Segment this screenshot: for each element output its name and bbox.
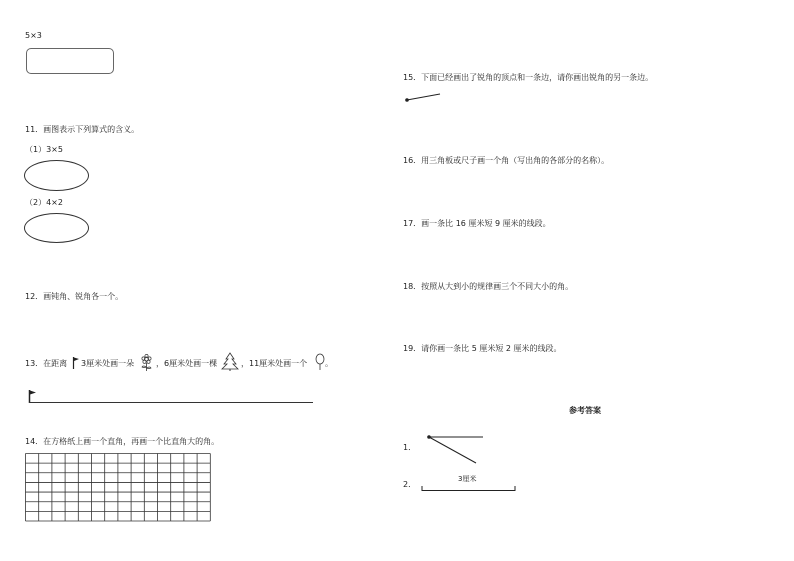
q13-text-4: ，11厘米处画一个 bbox=[241, 359, 308, 368]
q11-stem: 11．画图表示下列算式的含义。 bbox=[25, 125, 140, 134]
q13-text-1: 13．在距离 bbox=[25, 359, 68, 368]
q15-text: 15．下面已经画出了锐角的顶点和一条边，请你画出锐角的另一条边。 bbox=[403, 73, 654, 82]
q13-ruler-line bbox=[28, 390, 314, 404]
answer-2-label: 2． bbox=[403, 480, 417, 489]
q11-oval-1 bbox=[24, 160, 89, 191]
q13-text-3: ，6厘米处画一棵 bbox=[156, 359, 218, 368]
q11-oval-2 bbox=[24, 213, 89, 243]
q16-text: 16．用三角板或尺子画一个角（写出角的各部分的名称）。 bbox=[403, 156, 610, 165]
q11-part1: （1）3×5 bbox=[25, 145, 63, 154]
answers-title: 参考答案 bbox=[569, 406, 601, 415]
q11-part2: （2）4×2 bbox=[25, 198, 63, 207]
flag-icon bbox=[72, 357, 80, 369]
answer-box bbox=[26, 48, 114, 74]
segment-length-label: 3厘米 bbox=[458, 475, 477, 483]
q17-text: 17．画一条比 16 厘米短 9 厘米的线段。 bbox=[403, 219, 551, 228]
q18-text: 18．按照从大到小的规律画三个不同大小的角。 bbox=[403, 282, 574, 291]
answer-1-label: 1． bbox=[403, 443, 417, 452]
answer-1-angle bbox=[424, 432, 486, 466]
q15-angle-ray bbox=[404, 92, 444, 104]
q14-text: 14．在方格纸上画一个直角，再画一个比直角大的角。 bbox=[25, 437, 220, 446]
q10-expression: 5×3 bbox=[25, 31, 42, 40]
q13-text-2: 3厘米处画一朵 bbox=[81, 359, 135, 368]
answer-2-segment bbox=[421, 484, 517, 492]
q19-text: 19．请你画一条比 5 厘米短 2 厘米的线段。 bbox=[403, 344, 562, 353]
q13-text-5: 。 bbox=[325, 359, 333, 368]
flower-icon bbox=[140, 354, 153, 371]
q12-text: 12．画钝角、锐角各一个。 bbox=[25, 292, 124, 301]
tree-icon bbox=[222, 353, 238, 371]
balloon-icon bbox=[315, 354, 325, 370]
square-grid bbox=[25, 453, 211, 522]
